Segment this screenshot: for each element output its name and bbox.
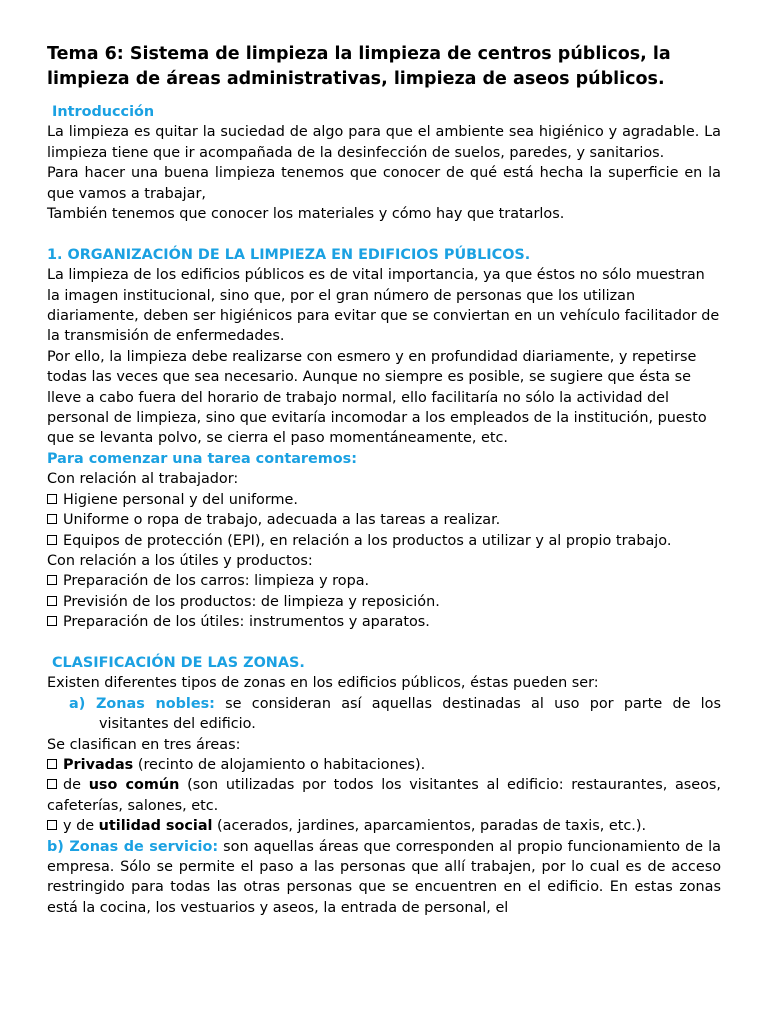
document-body bbox=[47, 102, 721, 918]
list-item: de uso común (son utilizadas por todos los visitantes al edificio: restaurantes, aseos, cafeterías, salones, etc. bbox=[47, 777, 721, 814]
section1-paragraph-2: Por ello, la limpieza debe realizarse con esmero y en profundidad diariamente, y repetirse todas las veces que sea necesario. Aunque no siempre es posible, se sugiere que ésta se lleve a cabo fuera del horario de trabajo normal, ello facilitaría no sólo la actividad del personal de limpieza, sino que evitaría incomodar a los empleados de la institución, puesto que se levanta polvo, se cierra el paso momentáneamente, etc. bbox=[47, 348, 707, 447]
zones-b-item: b) Zonas de servicio: son aquellas áreas que corresponden al propio funcionamiento de la empresa. Sólo se permite el paso a las personas que allí trabajen, por lo cual es de acceso restringido para todas las otras personas que se encuentren en el edificio. En estas zonas está la cocina, los vestuarios y aseos, la entrada de personal, el bbox=[47, 838, 721, 916]
empty-checkbox-icon bbox=[47, 779, 57, 789]
list-item: Preparación de los útiles: instrumentos y aparatos. bbox=[47, 612, 721, 632]
zones-a-label: a) Zonas nobles: bbox=[69, 695, 215, 712]
empty-checkbox-icon bbox=[47, 820, 57, 830]
empty-checkbox-icon bbox=[47, 596, 57, 606]
areas-label: Se clasifican en tres áreas: bbox=[47, 736, 241, 753]
zones-heading: CLASIFICACIÓN DE LAS ZONAS. bbox=[52, 654, 305, 671]
list-item: Equipos de protección (EPI), en relación a los productos a utilizar y al propio trabajo. bbox=[47, 531, 721, 551]
intro-paragraph-1: La limpieza es quitar la suciedad de algo para que el ambiente sea higiénico y agradable. La limpieza tiene que ir acompañada de la desinfección de suelos, paredes, y sanitarios. bbox=[47, 124, 721, 161]
zones-intro: Existen diferentes tipos de zonas en los edificios públicos, éstas pueden ser: bbox=[47, 675, 599, 692]
list-item: Preparación de los carros: limpieza y ropa. bbox=[47, 571, 721, 591]
list-item: Uniforme o ropa de trabajo, adecuada a las tareas a realizar. bbox=[47, 510, 721, 530]
section1-subheading: Para comenzar una tarea contaremos: bbox=[47, 450, 357, 467]
document-title: Tema 6: Sistema de limpieza la limpieza de centros públicos, la limpieza de áreas administrativas, limpieza de aseos públicos. bbox=[47, 44, 671, 89]
empty-checkbox-icon bbox=[47, 759, 57, 769]
worker-label: Con relación al trabajador: bbox=[47, 471, 239, 488]
tools-label: Con relación a los útiles y productos: bbox=[47, 552, 313, 569]
section1-heading: 1. ORGANIZACIÓN DE LA LIMPIEZA EN EDIFICIOS PÚBLICOS. bbox=[47, 246, 531, 263]
list-item: y de utilidad social (acerados, jardines, aparcamientos, paradas de taxis, etc.). bbox=[47, 816, 721, 836]
list-item: Previsión de los productos: de limpieza y reposición. bbox=[47, 592, 721, 612]
list-item: Higiene personal y del uniforme. bbox=[47, 490, 721, 510]
zones-b-label: b) Zonas de servicio: bbox=[47, 838, 219, 855]
empty-checkbox-icon bbox=[47, 514, 57, 524]
list-item: Privadas (recinto de alojamiento o habitaciones). bbox=[47, 755, 721, 775]
zones-a-item: a) Zonas nobles: se consideran así aquellas destinadas al uso por parte de los visitantes del edificio. bbox=[69, 695, 721, 733]
intro-paragraph-3: También tenemos que conocer los materiales y cómo hay que tratarlos. bbox=[47, 206, 565, 223]
empty-checkbox-icon bbox=[47, 535, 57, 545]
intro-heading: Introducción bbox=[52, 104, 155, 120]
empty-checkbox-icon bbox=[47, 575, 57, 585]
intro-paragraph-2: Para hacer una buena limpieza tenemos que conocer de qué está hecha la superficie en la que vamos a trabajar, bbox=[47, 165, 721, 202]
empty-checkbox-icon bbox=[47, 494, 57, 504]
section1-paragraph-1: La limpieza de los edificios públicos es de vital importancia, ya que éstos no sólo muestran la imagen institucional, sino que, por el gran número de personas que los utilizan diariamente, deben ser higiénicos para evitar que se conviertan en un vehículo facilitador de la transmisión de enfermedades. bbox=[47, 267, 720, 345]
empty-checkbox-icon bbox=[47, 616, 57, 626]
